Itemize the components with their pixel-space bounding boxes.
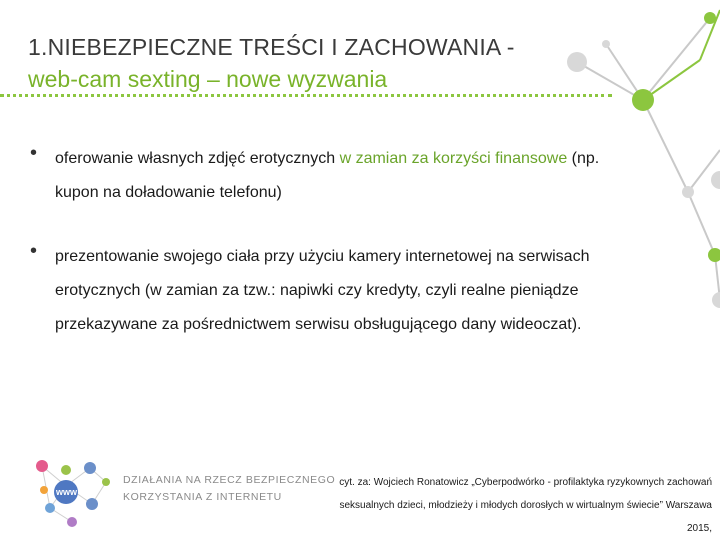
citation-text: cyt. za: Wojciech Ronatowicz „Cyberpodwórko - profilaktyka ryzykownych zachowań seksualnych dzieci, młodzieży i młodych dorosłych w wirtualnym świecie” Warszawa 2015, — [339, 477, 712, 534]
bullet-1-text-end: (np. kupon na doładowanie telefonu) — [55, 150, 600, 201]
slide-subtitle: web-cam sexting – nowe wyzwania — [28, 66, 388, 92]
logo-caption-line-2: KORZYSTANIA Z INTERNETU — [123, 491, 282, 503]
bullet-item-2: prezentowanie swojego ciała przy użyciu kamery internetowej na serwisach erotycznych (w zamian za tzw.: napiwki czy kredyty, czyli realne pieniądze przekazywane za pośrednictwem serwisu obsługującego dany wideoczat). — [55, 248, 590, 333]
slide-title: 1.NIEBEZPIECZNE TREŚCI I ZACHOWANIA - — [28, 34, 515, 60]
logo-center-label: www — [56, 487, 78, 497]
bullet-1-highlight: w zamian za korzyści finansowe — [339, 150, 568, 167]
bullet-marker: • — [30, 142, 38, 164]
title-divider — [0, 94, 612, 97]
bullet-marker: • — [30, 240, 38, 262]
bullet-item-1 — [55, 142, 615, 210]
logo-caption — [123, 472, 335, 506]
campaign-logo — [30, 456, 116, 533]
logo-caption-line-1: DZIAŁANIA NA RZECZ BEZPIECZNEGO — [123, 474, 336, 486]
bullet-1-text-start: oferowanie własnych zdjęć erotycznych — [55, 150, 340, 167]
